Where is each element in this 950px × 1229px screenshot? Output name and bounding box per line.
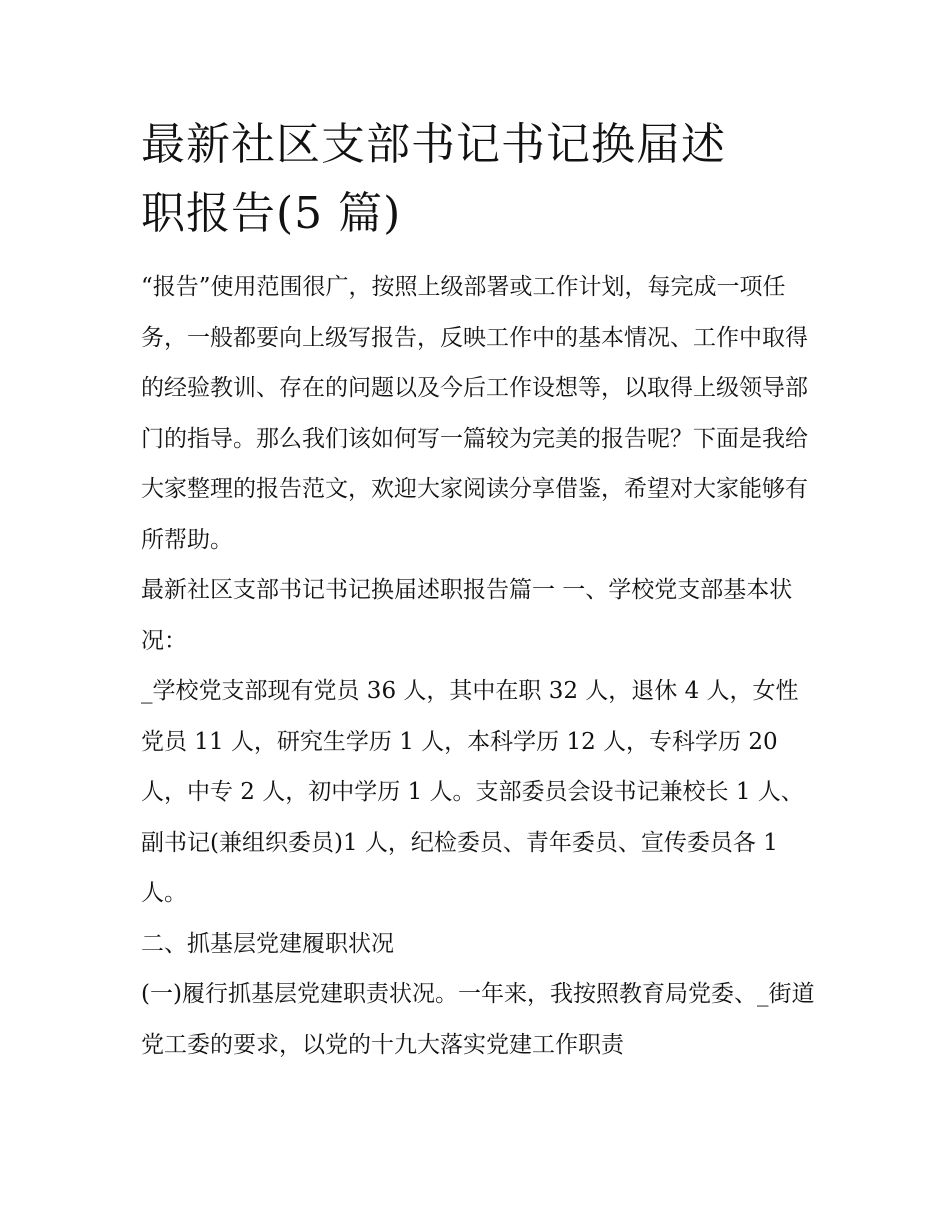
intro-paragraph: “报告”使用范围很广，按照上级部署或工作计划，每完成一项任务，一般都要向上级写报告，反映工作中的基本情况、工作中取得的经验教训、存在的问题以及今后工作设想等，以取得上级领导部门的指导。那么我们该如何写一篇较为完美的报告呢？下面是我给大家整理的报告范文，欢迎大家阅读分享借鉴，希望对大家能够有所帮助。 [141,274,808,553]
document-title-line2: 职报告(5 篇) [141,188,402,239]
document-page [141,110,821,1070]
section-two-heading: 二、抓基层党建履职状况 [141,930,394,957]
document-title-line1: 最新社区支部书记书记换届述 [141,119,726,170]
section-heading-paragraph: 最新社区支部书记书记换届述职报告篇一 一、学校党支部基本状况： [141,577,793,654]
document-title [141,110,821,248]
duty-performance-paragraph: (一)履行抓基层党建职责状况。一年来，我按照教育局党委、_街道党工委的要求，以党的十九大落实党建工作职责 [141,981,815,1058]
branch-status-paragraph: _学校党支部现有党员 36 人，其中在职 32 人，退休 4 人，女性党员 11 人，研究生学历 1 人，本科学历 12 人，专科学历 20 人，中专 2 人，初中学历 1 人。支部委员会设书记兼校长 1 人、副书记(兼组织委员)1 人，纪检委员、青年委员、宣传委员各 1 人。 [141,678,804,906]
